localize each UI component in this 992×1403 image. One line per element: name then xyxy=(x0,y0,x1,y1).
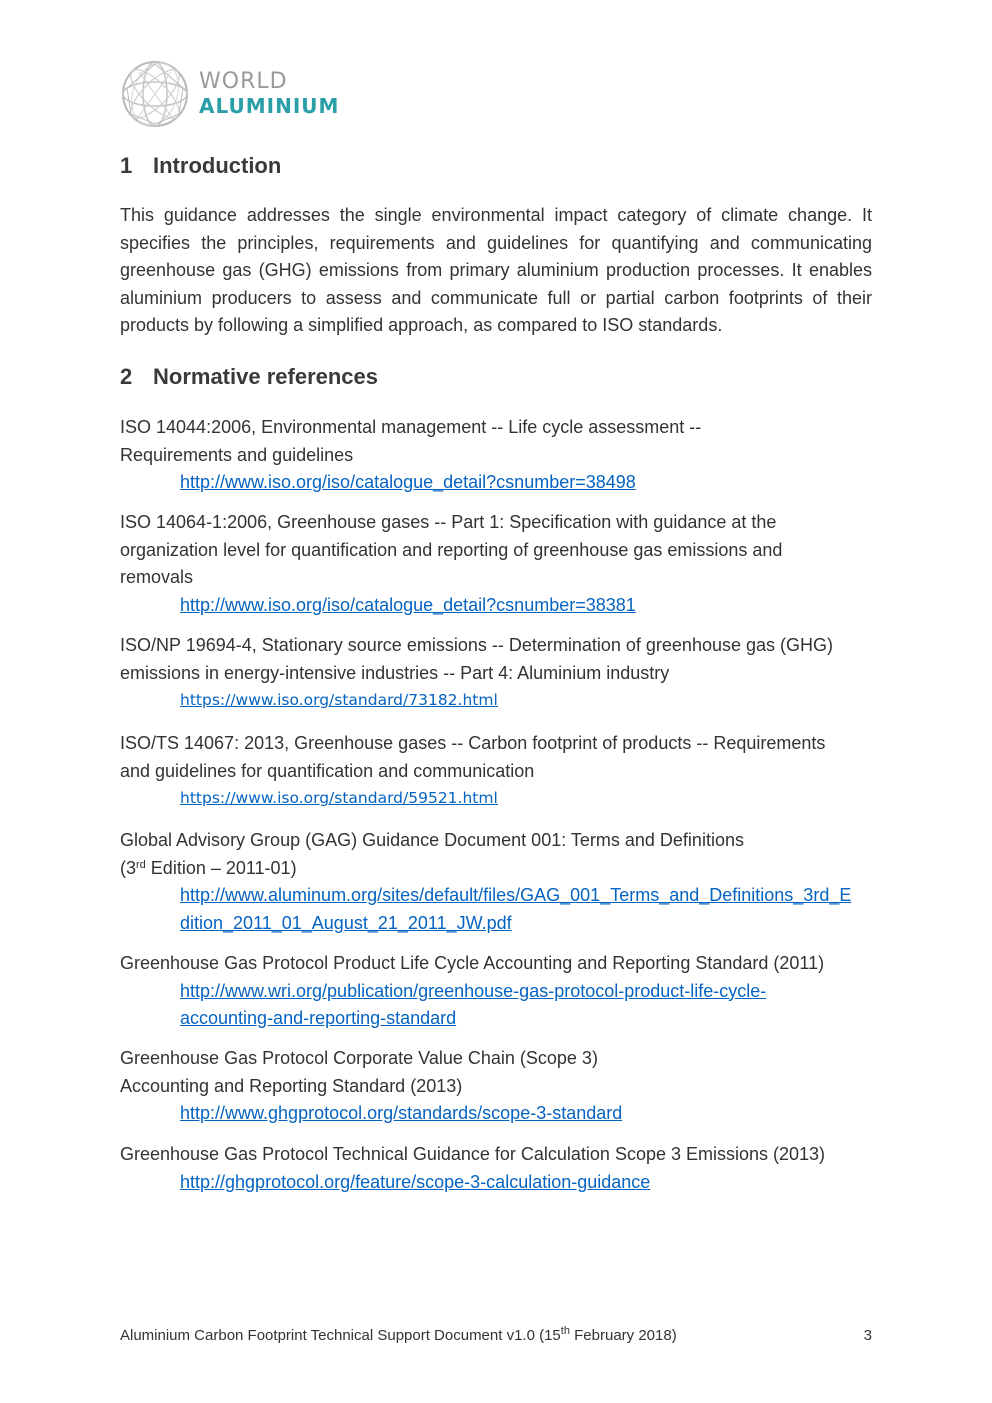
section-1-number: 1 xyxy=(120,153,133,178)
reference-text-line: ISO/TS 14067: 2013, Greenhouse gases -- Carbon footprint of products -- Requirements xyxy=(120,733,826,753)
reference-text-line: Greenhouse Gas Protocol Product Life Cycle Accounting and Reporting Standard (2011) xyxy=(120,953,825,973)
reference-link[interactable]: http://www.iso.org/iso/catalogue_detail?csnumber=38381 xyxy=(180,594,636,615)
reference-iso-14064-1 xyxy=(120,509,872,619)
reference-link[interactable]: http://ghgprotocol.org/feature/scope-3-calculation-guidance xyxy=(180,1171,651,1192)
reference-text-line: Requirements and guidelines xyxy=(120,444,354,465)
reference-text-line: Greenhouse Gas Protocol Corporate Value Chain (Scope 3) xyxy=(120,1048,598,1068)
introduction-paragraph: This guidance addresses the single environmental impact category of climate change. It specifies the principles, requirements and guidelines for quantifying and communicating greenhouse gas (GHG) emissions from primary aluminium production processes. It enables aluminium producers to assess and communicate full or partial carbon footprints of their products by following a simplified approach, as compared to ISO standards. xyxy=(120,205,872,335)
reference-link-continued[interactable]: accounting-and-reporting-standard xyxy=(180,1008,457,1028)
reference-text-line: organization level for quantification and reporting of greenhouse gas emissions and xyxy=(120,539,783,560)
reference-iso-np-19694-4 xyxy=(120,632,872,715)
section-1-title: Introduction xyxy=(153,153,282,178)
footer-text xyxy=(120,1327,677,1344)
reference-iso-14044 xyxy=(120,414,872,497)
edition-ordinal-suffix: rd xyxy=(136,858,146,871)
reference-text-line: ISO 14064-1:2006, Greenhouse gases -- Part 1: Specification with guidance at the xyxy=(120,512,777,532)
reference-ghg-scope-3-standard xyxy=(120,1045,872,1128)
reference-text-line: ISO 14044:2006, Environmental management -- Life cycle assessment -- xyxy=(120,417,702,437)
reference-text-line: removals xyxy=(120,567,194,587)
page-number: 3 xyxy=(863,1327,872,1344)
reference-link[interactable]: https://www.iso.org/standard/59521.html xyxy=(180,789,498,807)
reference-ghg-scope-3-guidance xyxy=(120,1141,872,1196)
reference-link[interactable]: https://www.iso.org/standard/73182.html xyxy=(180,691,498,709)
reference-text-line: and guidelines for quantification and communication xyxy=(120,760,535,781)
reference-text-line: Accounting and Reporting Standard (2013) xyxy=(120,1075,463,1096)
reference-text-line: emissions in energy-intensive industries -- Part 4: Aluminium industry xyxy=(120,662,670,683)
reference-link[interactable]: http://www.aluminum.org/sites/default/files/GAG_001_Terms_and_Definitions_3rd_E xyxy=(180,885,852,905)
globe-icon xyxy=(119,58,191,130)
reference-text-line: Global Advisory Group (GAG) Guidance Document 001: Terms and Definitions xyxy=(120,830,744,850)
section-2-title: Normative references xyxy=(153,364,379,389)
edition-suffix: Edition – 2011-01) xyxy=(145,857,297,878)
reference-link-continued[interactable]: dition_2011_01_August_21_2011_JW.pdf xyxy=(180,912,512,933)
section-2-number: 2 xyxy=(120,364,133,389)
edition-prefix: (3 xyxy=(120,857,137,878)
logo-word-world: WORLD xyxy=(199,69,288,94)
reference-link[interactable]: http://www.wri.org/publication/greenhouse-gas-protocol-product-life-cycle- xyxy=(180,980,767,1001)
section-2-heading xyxy=(120,364,378,390)
reference-link[interactable]: http://www.iso.org/iso/catalogue_detail?csnumber=38498 xyxy=(180,472,636,492)
reference-text-line: ISO/NP 19694-4, Stationary source emissions -- Determination of greenhouse gas (GHG) xyxy=(120,635,833,655)
reference-iso-ts-14067 xyxy=(120,730,872,813)
footer-ordinal-suffix: th xyxy=(560,1325,570,1337)
footer-text-suffix: February 2018) xyxy=(569,1327,677,1344)
reference-ghg-product-standard xyxy=(120,950,872,1033)
logo-word-aluminium: ALUMINIUM xyxy=(199,94,340,118)
page-footer xyxy=(120,1326,872,1346)
reference-edition-line xyxy=(120,855,872,883)
reference-gag-guidance xyxy=(120,827,872,937)
reference-link[interactable]: http://www.ghgprotocol.org/standards/scope-3-standard xyxy=(180,1103,623,1123)
footer-text-prefix: Aluminium Carbon Footprint Technical Support Document v1.0 (15 xyxy=(120,1327,561,1344)
world-aluminium-logo xyxy=(119,58,340,130)
section-1-heading xyxy=(120,153,281,179)
reference-text-line: Greenhouse Gas Protocol Technical Guidance for Calculation Scope 3 Emissions (2013) xyxy=(120,1144,826,1164)
